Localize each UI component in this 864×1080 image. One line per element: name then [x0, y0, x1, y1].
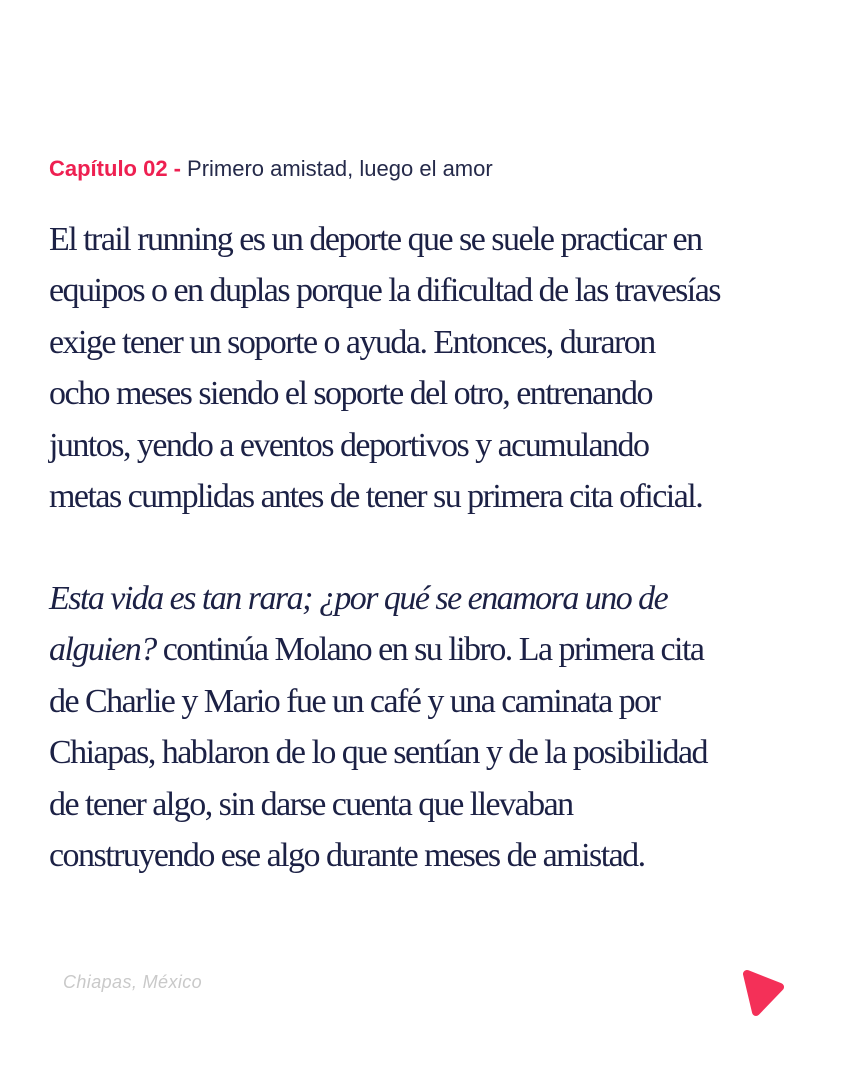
regular-fragment: continúa Molano en su libro. La primera cita — [155, 631, 704, 669]
chapter-header — [49, 155, 493, 183]
text-line: de Charlie y Mario fue un café y una caminata por — [49, 682, 660, 720]
text-line: de tener algo, sin darse cuenta que llevaban — [49, 785, 573, 823]
text-line: metas cumplidas antes de tener su primera cita oficial. — [49, 477, 703, 515]
text-line-italic: Esta vida es tan rara; ¿por qué se enamora uno de — [49, 580, 668, 617]
text-line: ocho meses siendo el soporte del otro, entrenando — [49, 375, 652, 413]
play-triangle-icon — [739, 966, 789, 1020]
text-line: exige tener un soporte o ayuda. Entonces, duraron — [49, 323, 655, 361]
chapter-title: Primero amistad, luego el amor — [187, 156, 493, 181]
text-line: juntos, yendo a eventos deportivos y acumulando — [49, 426, 649, 464]
paragraph-primera-cita — [49, 573, 707, 881]
next-page-arrow-button[interactable] — [739, 966, 789, 1020]
location-caption: Chiapas, México — [63, 972, 203, 992]
text-line-mixed — [49, 624, 707, 675]
text-line: construyendo ese algo durante meses de amistad. — [49, 836, 645, 874]
text-line: equipos o en duplas porque la dificultad de las travesías — [49, 272, 720, 310]
text-line: El trail running es un deporte que se suele practicar en — [49, 221, 702, 258]
paragraph-trail-running — [49, 214, 720, 522]
italic-quote-fragment: alguien? — [49, 631, 156, 669]
text-line: Chiapas, hablaron de lo que sentían y de la posibilidad — [49, 734, 708, 772]
chapter-number-label: Capítulo 02 - — [49, 156, 182, 181]
